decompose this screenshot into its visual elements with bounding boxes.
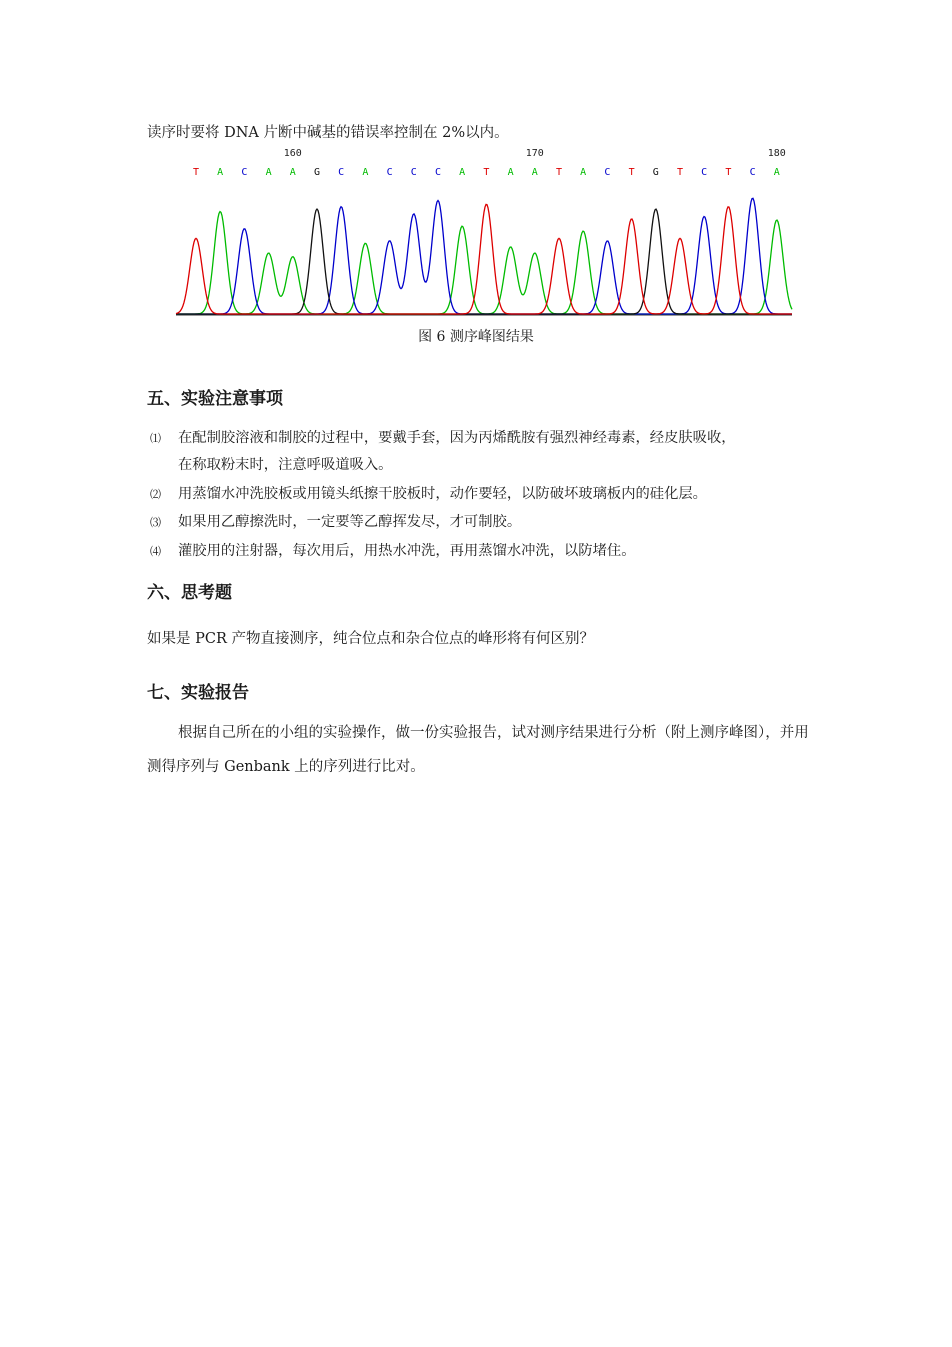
section7-heading: 七、实验报告 [147,683,249,703]
base-call-label: A [580,167,587,178]
base-call-label: T [628,167,635,178]
base-call-label: T [192,167,200,178]
base-call-label: A [459,167,466,178]
base-call-label: C [701,167,708,178]
base-call-label: T [676,167,684,178]
section6-heading: 六、思考题 [147,583,232,603]
base-call-label: C [241,167,248,178]
note-text: 用蒸馏水冲洗胶板或用镜头纸擦干胶板时，动作要轻，以防破坏玻璃板内的硅化层。 [178,486,707,502]
note-text: 在配制胶溶液和制胶的过程中，要戴手套，因为丙烯酰胺有强烈神经毒素，经皮肤吸收， [178,430,736,446]
note-item-3 [150,509,816,536]
base-call-label: G [652,167,659,178]
note-number: ⑴ [150,432,161,445]
position-tick-label: 170 [525,148,544,159]
sequencing-chromatogram [172,144,798,320]
trace-a [176,212,792,314]
chromatogram-svg [172,144,798,320]
base-call-label: A [531,167,538,178]
base-call-label: A [217,167,224,178]
note-text: 灌胶用的注射器，每次用后，用热水冲洗，再用蒸馏水冲洗，以防堵住。 [178,543,636,559]
base-call-label: T [555,167,563,178]
question-text: 如果是 PCR 产物直接测序，纯合位点和杂合位点的峰形将有何区别？ [147,631,594,647]
base-call-label: A [289,167,296,178]
base-call-label: A [362,167,369,178]
note-item-1 [150,425,816,478]
note-number: ⑵ [150,488,161,501]
section5-heading: 五、实验注意事项 [147,389,283,409]
base-call-label: A [773,167,780,178]
note-number: ⑷ [150,545,161,558]
base-call-label: C [604,167,611,178]
base-call-label: C [749,167,756,178]
figure-caption: 图 6 测序峰图结果 [418,329,534,345]
note-item-2 [150,481,816,508]
base-call-label: C [434,167,442,178]
base-call-label: C [338,167,345,178]
base-call-label: T [483,167,490,178]
base-call-label: G [313,167,321,178]
base-call-label: A [265,167,272,178]
note-text: 如果用乙醇擦洗时，一定要等乙醇挥发尽，才可制胶。 [178,514,522,530]
position-tick-label: 160 [283,148,302,159]
report-paragraph: 根据自己所在的小组的实验操作，做一份实验报告，试对测序结果进行分析（附上测序峰图），并用测得序列与 Genbank 上的序列进行比对。 [147,725,809,775]
intro-text: 读序时要将 DNA 片断中碱基的错误率控制在 2%以内。 [147,125,509,141]
note-number: ⑶ [150,516,161,529]
base-call-label: C [386,167,393,178]
base-call-label: T [725,167,732,178]
note-text-continued: 在称取粉末时，注意呼吸道吸入。 [178,457,393,473]
trace-t [176,204,792,314]
position-tick-label: 180 [767,148,786,159]
base-call-label: C [410,167,417,178]
base-call-label: A [507,167,514,178]
trace-g [176,209,792,314]
note-item-4 [150,538,816,565]
